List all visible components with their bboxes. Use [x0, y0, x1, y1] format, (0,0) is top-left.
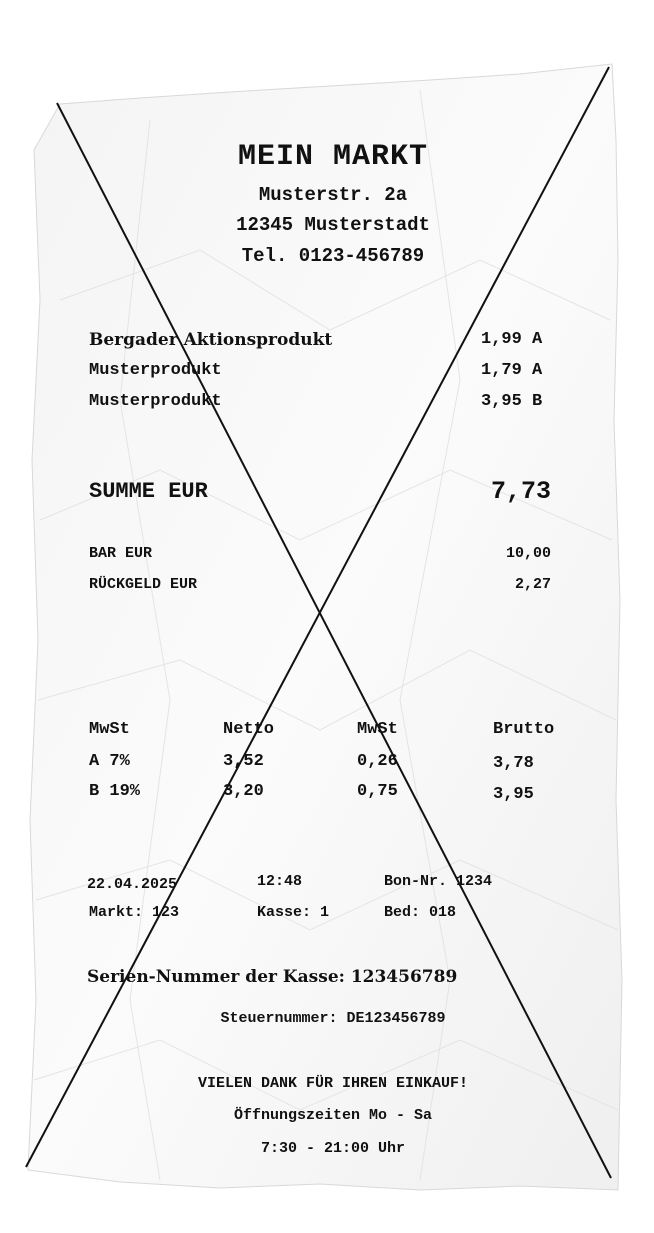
receipt-time: 12:48: [257, 873, 303, 890]
item-price: 1,99 A: [481, 330, 543, 349]
tax-header: MwSt: [89, 720, 130, 739]
tax-number: Steuernummer: DE123456789: [220, 1010, 446, 1027]
total-value: 7,73: [490, 477, 551, 506]
item-name: Bergader Aktionsprodukt: [89, 330, 333, 350]
tax-header: Brutto: [493, 720, 555, 739]
change-label: RÜCKGELD EUR: [89, 576, 198, 593]
opening-hours-label: Öffnungszeiten Mo - Sa: [233, 1107, 433, 1124]
store-city: 12345 Musterstadt: [236, 214, 430, 236]
operator-number: Bed: 018: [384, 904, 457, 921]
register-number: Kasse: 1: [257, 904, 330, 921]
cash-value: 10,00: [505, 545, 551, 562]
store-phone: Tel. 0123-456789: [241, 245, 425, 267]
tax-cell: A 7%: [89, 752, 130, 771]
store-number: Markt: 123: [89, 904, 180, 921]
receipt-date: 22.04.2025: [87, 876, 178, 893]
total-label: SUMME EUR: [89, 479, 208, 504]
tax-cell: 0,26: [357, 752, 398, 771]
tax-header: MwSt: [357, 720, 398, 739]
tax-cell: 3,95: [493, 785, 534, 804]
opening-hours: 7:30 - 21:00 Uhr: [260, 1140, 406, 1157]
tax-header: Netto: [223, 720, 275, 739]
store-street: Musterstr. 2a: [258, 184, 408, 206]
tax-cell: 3,20: [223, 782, 264, 801]
item-price: 1,79 A: [481, 361, 543, 380]
item-price: 3,95 B: [481, 392, 543, 411]
thank-you-message: VIELEN DANK FÜR IHREN EINKAUF!: [197, 1075, 469, 1092]
register-serial: Serien-Nummer der Kasse: 123456789: [87, 967, 458, 987]
cash-label: BAR EUR: [89, 545, 153, 562]
tax-cell: B 19%: [89, 782, 141, 801]
tax-cell: 3,78: [493, 754, 534, 773]
store-name: MEIN MARKT: [237, 140, 429, 174]
tax-cell: 0,75: [357, 782, 398, 801]
tax-cell: 3,52: [223, 752, 264, 771]
item-name: Musterprodukt: [89, 392, 222, 411]
item-name: Musterprodukt: [89, 361, 222, 380]
receipt-number: Bon-Nr. 1234: [384, 873, 493, 890]
change-value: 2,27: [514, 576, 551, 593]
